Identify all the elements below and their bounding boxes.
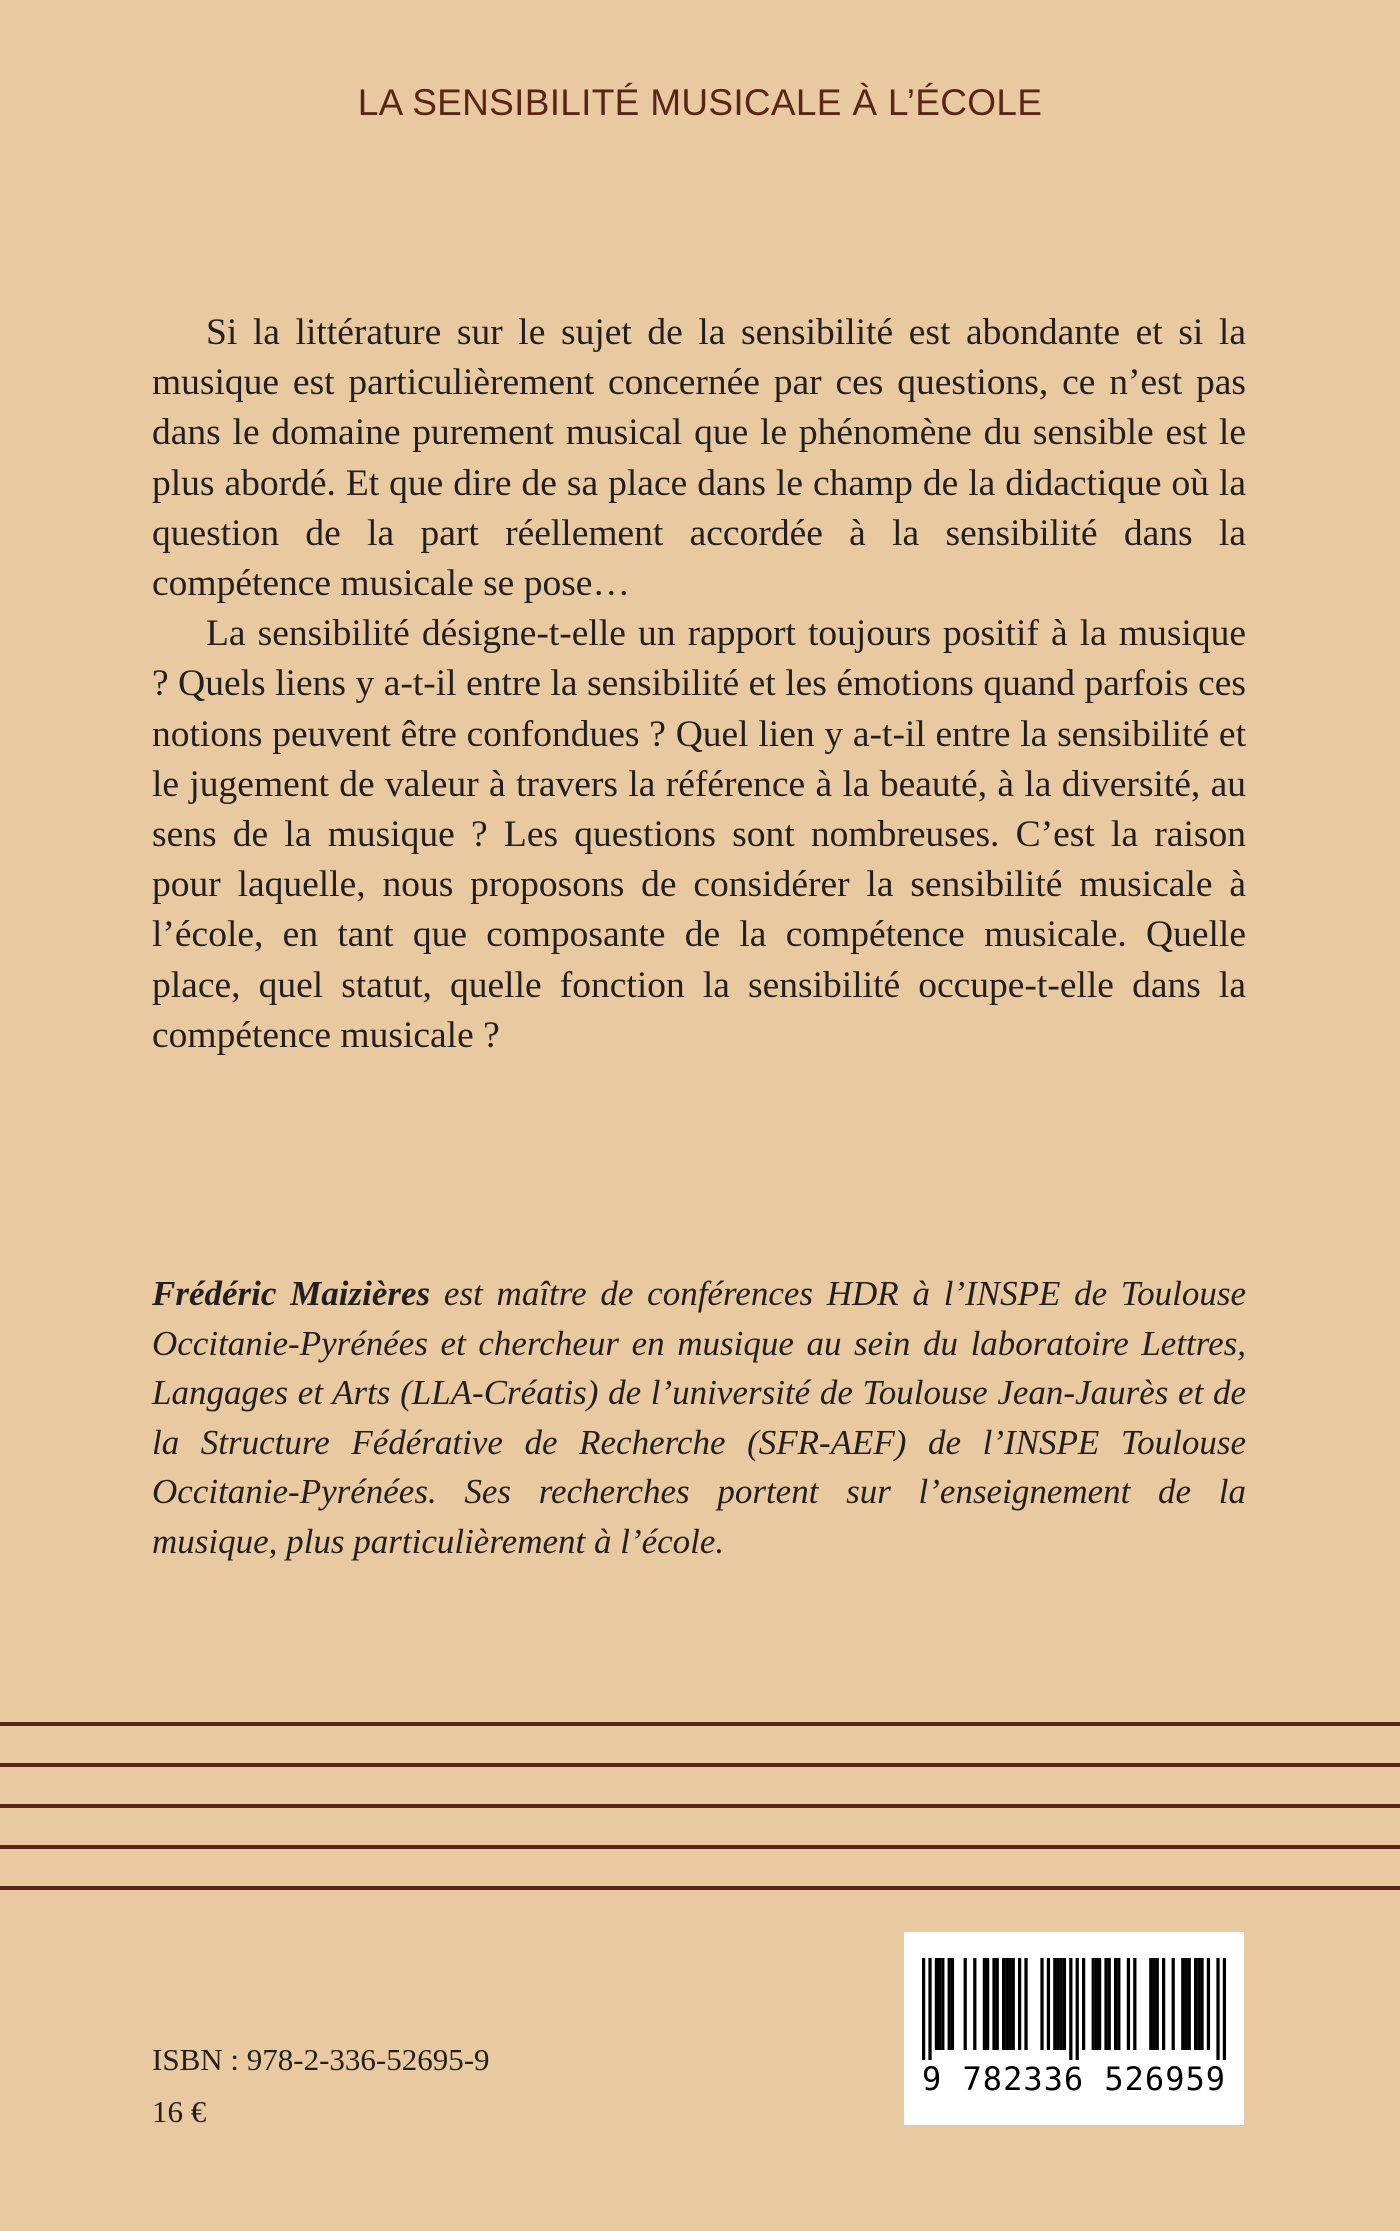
barcode-bars	[922, 1958, 1226, 2060]
stave-line	[0, 1804, 1400, 1808]
summary-paragraph-2: La sensibilité désigne-t-elle un rapport toujours positif à la musique ? Quels liens y a-t-il entre la sensibilité et les émotions quand parfois ces notions peuvent être confondues ? Quel lien y a-t-il entre la sensibilité et le jugement de valeur à travers la référence à la beauté, à la diversité, au sens de la musique ? Les questions sont nombreuses. C’est la raison pour laquelle, nous proposons de considérer la sensibilité musicale à l’école, en tant que composante de la compétence musicale. Quelle place, quel statut, quelle fonction la sensibilité occupe-t-elle dans la compétence musicale ?	[152, 613, 1246, 1056]
barcode-bar	[964, 1958, 967, 2050]
barcode-bar	[992, 1958, 995, 2050]
barcode-bar	[1104, 1958, 1107, 2050]
book-title: LA SENSIBILITÉ MUSICALE À L’ÉCOLE	[357, 82, 1043, 123]
barcode-bar	[1040, 1958, 1043, 2050]
summary-paragraph-1: Si la littérature sur le sujet de la sensibilité est abondante et si la musique est particulièrement concernée par ces questions, ce n’est pas dans le domaine purement musical que le phénomène du sensible est le plus abordé. Et que dire de sa place dans le champ de la didactique où la question de la part réellement accordée à la sensibilité dans la compétence musicale se pose…	[152, 312, 1246, 605]
barcode-bar	[951, 1958, 954, 2050]
barcode-bar	[1002, 1958, 1005, 2050]
barcode-bar	[941, 1958, 944, 2050]
barcode-bar	[938, 1958, 941, 2050]
barcode-bar	[1024, 1958, 1027, 2050]
summary-text	[152, 308, 1246, 1061]
barcode-bar	[973, 1958, 976, 2050]
stave-line	[0, 1845, 1400, 1849]
barcode-bar	[922, 1958, 925, 2060]
barcode-bar	[1018, 1958, 1021, 2050]
barcode-bar	[1098, 1958, 1101, 2050]
barcode-bar	[1207, 1958, 1210, 2050]
barcode-bar	[1095, 1958, 1098, 2050]
barcode-bar	[1082, 1958, 1085, 2050]
barcode-bar	[1063, 1958, 1066, 2050]
isbn-label: ISBN : 978-2-336-52695-9	[152, 2042, 490, 2077]
barcode-bar	[1152, 1958, 1155, 2050]
stave-line	[0, 1886, 1400, 1890]
barcode-bar	[986, 1958, 989, 2050]
barcode-bar	[1162, 1958, 1165, 2050]
barcode-bar	[1114, 1958, 1117, 2050]
barcode-bar	[1092, 1958, 1095, 2050]
barcode-bar	[1200, 1958, 1203, 2050]
barcode-bar	[1060, 1958, 1063, 2050]
barcode-bar	[1223, 1958, 1226, 2060]
barcode-bar	[1008, 1958, 1011, 2050]
barcode-bar	[935, 1958, 938, 2050]
price-label: 16 €	[152, 2094, 207, 2129]
barcode-bar	[1053, 1958, 1056, 2050]
barcode	[904, 1932, 1244, 2125]
barcode-bar	[1047, 1958, 1050, 2050]
barcode-bar	[1133, 1958, 1136, 2050]
stave-line	[0, 1722, 1400, 1726]
barcode-bar	[1184, 1958, 1187, 2050]
author-name: Frédéric Maizières	[152, 1274, 431, 1313]
author-bio	[152, 1269, 1246, 1566]
barcode-bar	[928, 1958, 931, 2060]
barcode-bar	[1172, 1958, 1175, 2050]
barcode-bar	[1216, 1958, 1219, 2060]
barcode-bar	[996, 1958, 999, 2050]
barcode-bar	[1076, 1958, 1079, 2060]
barcode-digits: 9 782336 526959	[922, 2060, 1226, 2098]
barcode-bar	[1188, 1958, 1191, 2050]
barcode-bar	[1005, 1958, 1008, 2050]
barcode-bar	[1197, 1958, 1200, 2050]
barcode-bar	[1156, 1958, 1159, 2050]
barcode-bar	[1117, 1958, 1120, 2050]
barcode-bar	[983, 1958, 986, 2050]
barcode-bar	[1181, 1958, 1184, 2050]
author-bio-text: est maître de conférences HDR à l’INSPE de Toulouse Occitanie-Pyrénées et chercheur en musique au sein du laboratoire Lettres, Langages et Arts (LLA-Créatis) de l’université de Toulouse Jean-Jaurès et de la Structure Fédérative de Recherche (SFR-AEF) de l’INSPE Toulouse Occitanie-Pyrénées. Ses recherches portent sur l’enseignement de la musique, plus particulièrement à l’école.	[152, 1274, 1246, 1561]
barcode-bar	[1069, 1958, 1072, 2060]
barcode-bar	[948, 1958, 951, 2050]
barcode-bar	[1056, 1958, 1059, 2050]
barcode-bar	[1012, 1958, 1015, 2050]
barcode-bar	[1149, 1958, 1152, 2050]
barcode-bar	[1127, 1958, 1130, 2050]
barcode-bar	[1194, 1958, 1197, 2050]
barcode-bar	[1108, 1958, 1111, 2050]
stave-line	[0, 1763, 1400, 1767]
